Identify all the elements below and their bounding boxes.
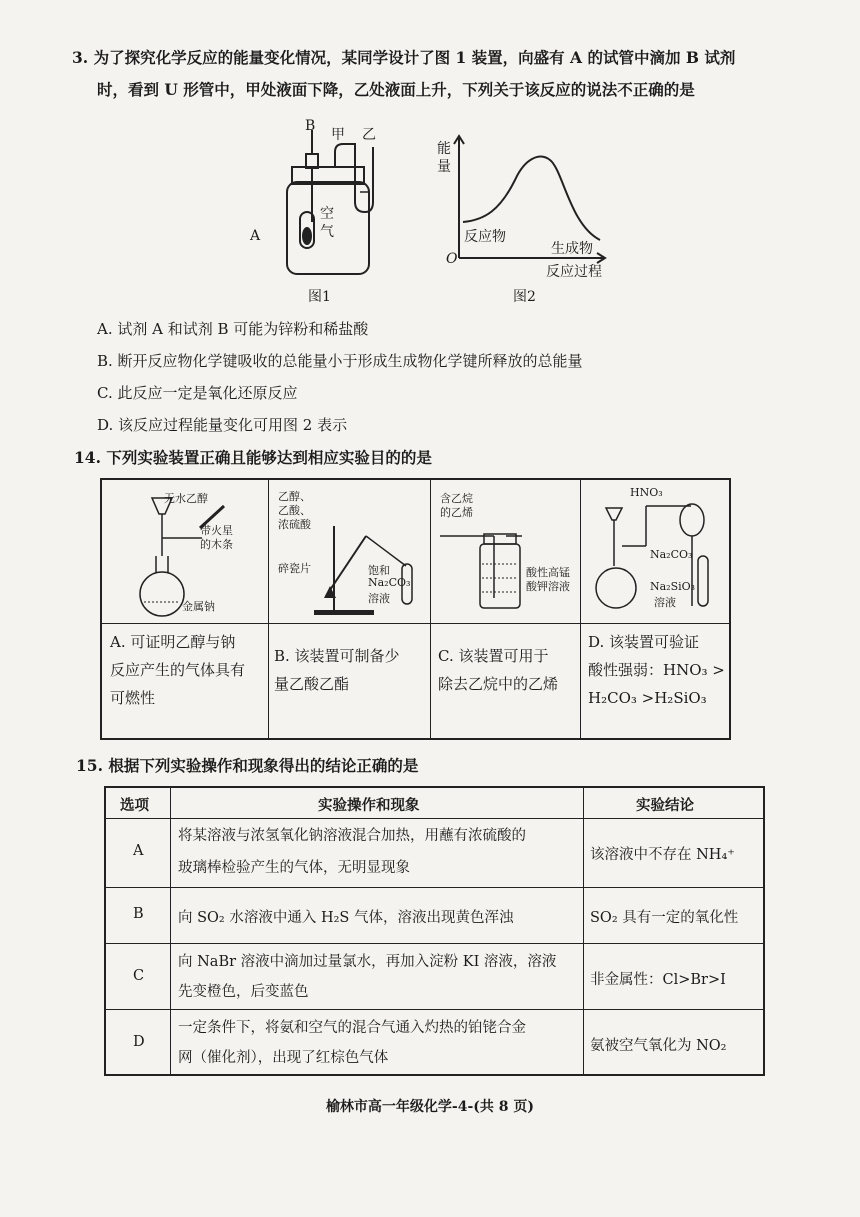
q13-option-b: B. 断开反应物化学键吸收的总能量小于形成生成物化学键所释放的总能量 (97, 352, 583, 370)
q14-option-b-line: 量乙酸乙酯 (274, 675, 350, 693)
q14-stem: 14. 下列实验装置正确且能够达到相应实验目的的是 (74, 448, 432, 467)
q14b-fig-chip: 碎瓷片 (278, 562, 311, 575)
fig2-ylabel-2: 量 (437, 159, 451, 175)
q14c-fig-in2: 的乙烯 (440, 506, 473, 519)
q14-col-divider (430, 480, 431, 738)
q15-row-conclusion: SO₂ 具有一定的氧化性 (590, 910, 739, 926)
q13-stem-line2: 时，看到 U 形管中，甲处液面下降，乙处液面上升，下列关于该反应的说法不正确的是 (97, 80, 695, 99)
fig1-label-jia: 甲 (331, 127, 345, 143)
q14b-fig-r1: 乙醇、 (278, 490, 311, 503)
q15-row-divider (106, 818, 763, 819)
q14a-fig-stick2: 的木条 (200, 538, 233, 551)
fig1-label-yi: 乙 (362, 127, 376, 143)
q14a-fig-na: 金属钠 (182, 600, 215, 613)
q14-option-a-line: 反应产生的气体具有 (110, 661, 246, 679)
q15-row-op-line1: 一定条件下，将氨和空气的混合气通入灼热的铂铑合金 (178, 1020, 526, 1036)
q14-option-c-line: C. 该装置可用于 (438, 647, 549, 665)
q15-stem: 15. 根据下列实验操作和现象得出的结论正确的是 (76, 756, 419, 775)
q14-col-divider (580, 480, 581, 738)
q14b-fig-na2co3: Na₂CO₃ (368, 576, 411, 589)
q14-option-c-line: 除去乙烷中的乙烯 (438, 675, 559, 693)
page-footer: 榆林市高一年级化学-4-(共 8 页) (325, 1099, 535, 1115)
q15-row-conclusion: 非金属性：Cl>Br>I (590, 972, 726, 988)
fig1-label-b: B (305, 118, 316, 134)
q15-row-op-line1: 将某溶液与浓氢氧化钠溶液混合加热，用蘸有浓硫酸的 (178, 828, 526, 844)
q14b-fig-sat: 饱和 (368, 564, 390, 577)
q14b-fig-sol: 溶液 (368, 592, 390, 605)
q15-row-option: D (133, 1034, 145, 1050)
q14-table (100, 478, 731, 740)
q14c-fig-k1: 酸性高锰 (526, 566, 570, 579)
q14-option-c (438, 642, 558, 698)
q13-option-a: A. 试剂 A 和试剂 B 可能为锌粉和稀盐酸 (97, 320, 369, 338)
q15-table (104, 786, 765, 1076)
fig2-reactant-label: 反应物 (464, 229, 506, 245)
q15-row-op-line2: 先变橙色，后变蓝色 (178, 984, 309, 1000)
q14c-fig-in1: 含乙烷 (440, 492, 473, 505)
q15-header-conclusion: 实验结论 (636, 797, 694, 814)
q14-option-d (588, 628, 725, 712)
q14-option-a-line: A. 可证明乙醇与钠 (110, 633, 236, 651)
q14-option-d-line: D. 该装置可验证 (588, 633, 700, 651)
q14b-fig-r3: 浓硫酸 (278, 518, 311, 531)
q15-row-option: C (133, 968, 145, 984)
fig1-caption: 图1 (308, 289, 331, 305)
fig2-xlabel: 反应过程 (546, 264, 602, 280)
q14b-fig-r2: 乙酸、 (278, 504, 311, 517)
q15-row-op-line2: 网（催化剂），出现了红棕色气体 (178, 1050, 389, 1066)
fig2-ylabel-1: 能 (437, 141, 451, 157)
q13-option-c: C. 此反应一定是氧化还原反应 (97, 384, 298, 402)
fig2-origin: O (446, 251, 458, 267)
q15-col-divider (170, 788, 171, 1074)
q15-row-op-line1: 向 SO₂ 水溶液中通入 H₂S 气体，溶液出现黄色浑浊 (178, 910, 514, 926)
q14a-fig-stick1: 带火星 (200, 524, 233, 537)
q14d-fig-na2sio3: Na₂SiO₃ (650, 580, 696, 593)
q14-option-b (274, 642, 400, 698)
q14-option-d-line: 酸性强弱：HNO₃ > (588, 661, 725, 679)
q14-option-a-line: 可燃性 (110, 689, 156, 707)
q15-row-option: A (133, 843, 144, 859)
q15-col-divider (583, 788, 584, 1074)
q14-option-d-line: H₂CO₃ >H₂SiO₃ (588, 689, 707, 707)
fig1-label-air2: 气 (320, 224, 334, 240)
q15-row-op-line1: 向 NaBr 溶液中滴加过量氯水，再加入淀粉 KI 溶液，溶液 (178, 954, 557, 970)
q14-option-a (110, 628, 245, 712)
q15-header-option: 选项 (120, 797, 149, 814)
fig2-caption: 图2 (513, 289, 536, 305)
q13-stem-line1: 3. 为了探究化学反应的能量变化情况，某同学设计了图 1 装置，向盛有 A 的试管中滴加 B 试剂 (72, 48, 736, 67)
fig1-label-air1: 空 (320, 206, 334, 222)
q14c-fig-k2: 酸钾溶液 (526, 580, 570, 593)
q14d-fig-hno3: HNO₃ (630, 486, 663, 499)
q14a-fig-ethanol: 无水乙醇 (164, 492, 208, 505)
q15-row-divider (106, 887, 763, 888)
fig2-product-label: 生成物 (551, 241, 593, 257)
q14d-fig-na2co3: Na₂CO₃ (650, 548, 693, 561)
q15-row-option: B (133, 906, 144, 922)
q15-row-conclusion: 该溶液中不存在 NH₄⁺ (590, 847, 735, 863)
q14-option-b-line: B. 该装置可制备少 (274, 647, 400, 665)
q14-col-divider (268, 480, 269, 738)
q15-row-op-line2: 玻璃棒检验产生的气体，无明显现象 (178, 860, 410, 876)
q14d-fig-sol: 溶液 (654, 596, 676, 609)
q15-header-operation: 实验操作和现象 (318, 797, 420, 814)
q14-row-divider (102, 623, 729, 624)
q13-option-d: D. 该反应过程能量变化可用图 2 表示 (97, 416, 348, 434)
q15-row-divider (106, 943, 763, 944)
q15-row-divider (106, 1009, 763, 1010)
q15-row-conclusion: 氨被空气氧化为 NO₂ (590, 1038, 727, 1054)
fig1-label-a: A (250, 228, 261, 244)
